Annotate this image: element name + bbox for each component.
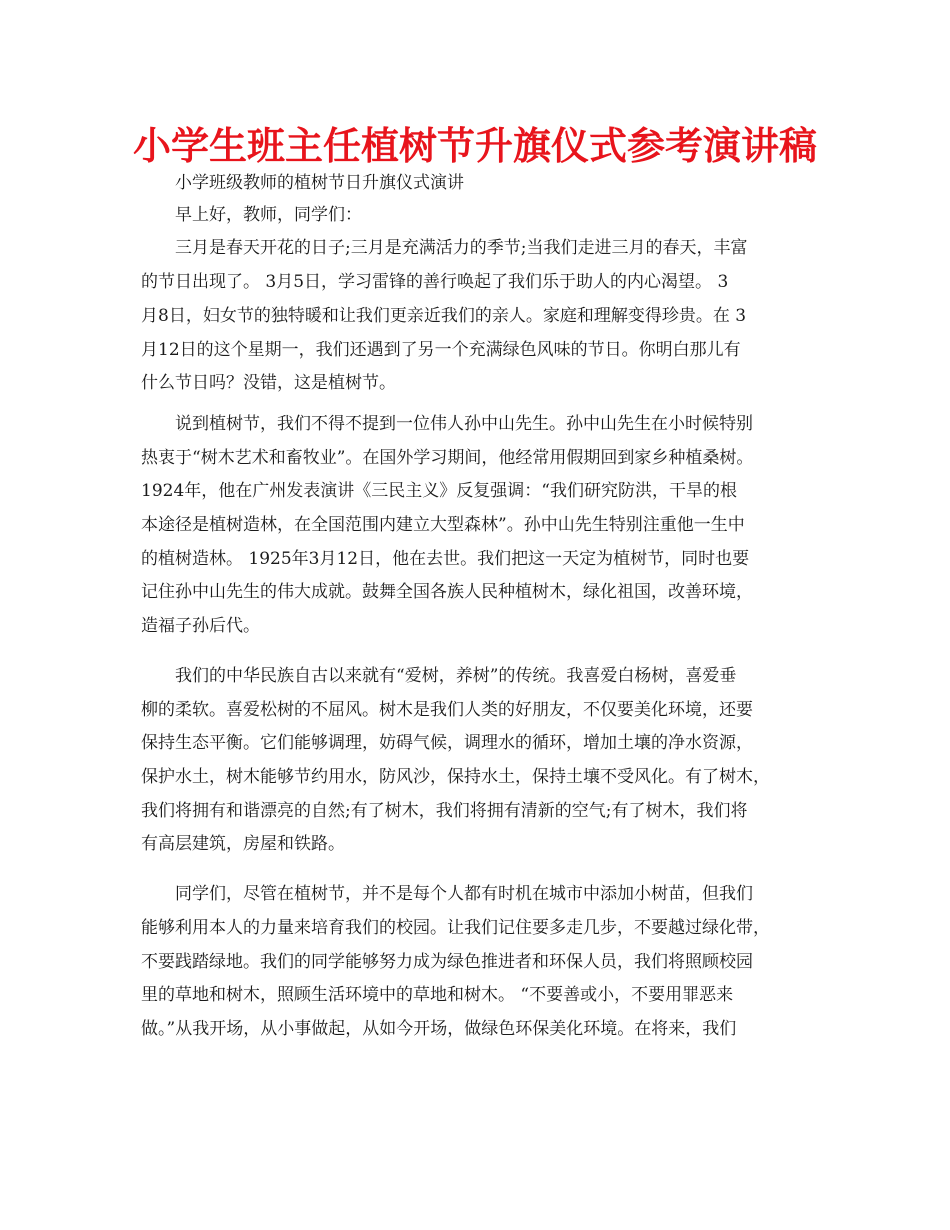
document-body [141,0,825,1230]
paragraph-line: 不要践踏绿地。我们的同学能够努力成为绿色推进者和环保人员，我们将照顾校园 [141,952,753,972]
paragraph-line: 的植树造林。 1925年3月12日，他在去世。我们把这一天定为植树节，同时也要 [141,549,750,569]
paragraph-line: 热衷于“树木艺术和畜牧业”。在国外学习期间，他经常用假期回到家乡种植桑树。 [141,448,754,468]
paragraph-line: 月12日的这个星期一，我们还遇到了另一个充满绿色风味的节日。你明白那儿有 [141,340,741,360]
paragraph-line: 记住孙中山先生的伟大成就。鼓舞全国各族人民种植树木，绿化祖国，改善环境， [141,582,753,602]
paragraph-line: 造福子孙后代。 [141,616,260,636]
document-title: 小学生班主任植树节升旗仪式参考演讲稿 [132,124,817,168]
greeting-line: 早上好，教师，同学们： [175,205,362,225]
paragraph-line: 我们的中华民族自古以来就有“爱树，养树”的传统。我喜爱白杨树，喜爱垂 [175,666,737,686]
paragraph-line: 1924年，他在广州发表演讲《三民主义》反复强调：“我们研究防洪，干旱的根 [141,481,737,501]
paragraph-line: 里的草地和树木，照顾生活环境中的草地和树木。 “不要善或小，不要用罪恶来 [141,985,734,1005]
paragraph-line: 三月是春天开花的日子;三月是充满活力的季节;当我们走进三月的春天，丰富 [175,238,748,258]
paragraph-line: 有高层建筑，房屋和铁路。 [141,834,345,854]
paragraph-line: 我们将拥有和谐漂亮的自然;有了树木，我们将拥有清新的空气;有了树木，我们将 [141,801,748,821]
paragraph-line: 的节日出现了。 3月5日，学习雷锋的善行唤起了我们乐于助人的内心渴望。 3 [141,272,729,292]
subtitle-line: 小学班级教师的植树节日升旗仪式演讲 [175,173,464,193]
paragraph-line: 月8日，妇女节的独特暖和让我们更亲近我们的亲人。家庭和理解变得珍贵。在 3 [141,306,747,326]
paragraph-line: 保持生态平衡。它们能够调理，妨碍气候，调理水的循环，增加土壤的净水资源， [141,733,753,753]
paragraph-line: 保护水土，树木能够节约用水，防风沙，保持水土，保持土壤不受风化。有了树木， [141,767,770,787]
paragraph-line: 说到植树节，我们不得不提到一位伟人孙中山先生。孙中山先生在小时候特别 [175,414,753,434]
paragraph-line: 能够利用本人的力量来培育我们的校园。让我们记住要多走几步，不要越过绿化带， [141,918,770,938]
paragraph-line: 做。”从我开场，从小事做起，从如今开场，做绿色环保美化环境。在将来，我们 [141,1019,737,1039]
paragraph-line: 什么节日吗？没错，这是植树节。 [141,373,396,393]
paragraph-line: 本途径是植树造林，在全国范围内建立大型森林”。孙中山先生特别注重他一生中 [141,515,745,535]
paragraph-line: 柳的柔软。喜爱松树的不屈风。树木是我们人类的好朋友，不仅要美化环境，还要 [141,700,753,720]
paragraph-line: 同学们，尽管在植树节，并不是每个人都有时机在城市中添加小树苗，但我们 [175,884,753,904]
